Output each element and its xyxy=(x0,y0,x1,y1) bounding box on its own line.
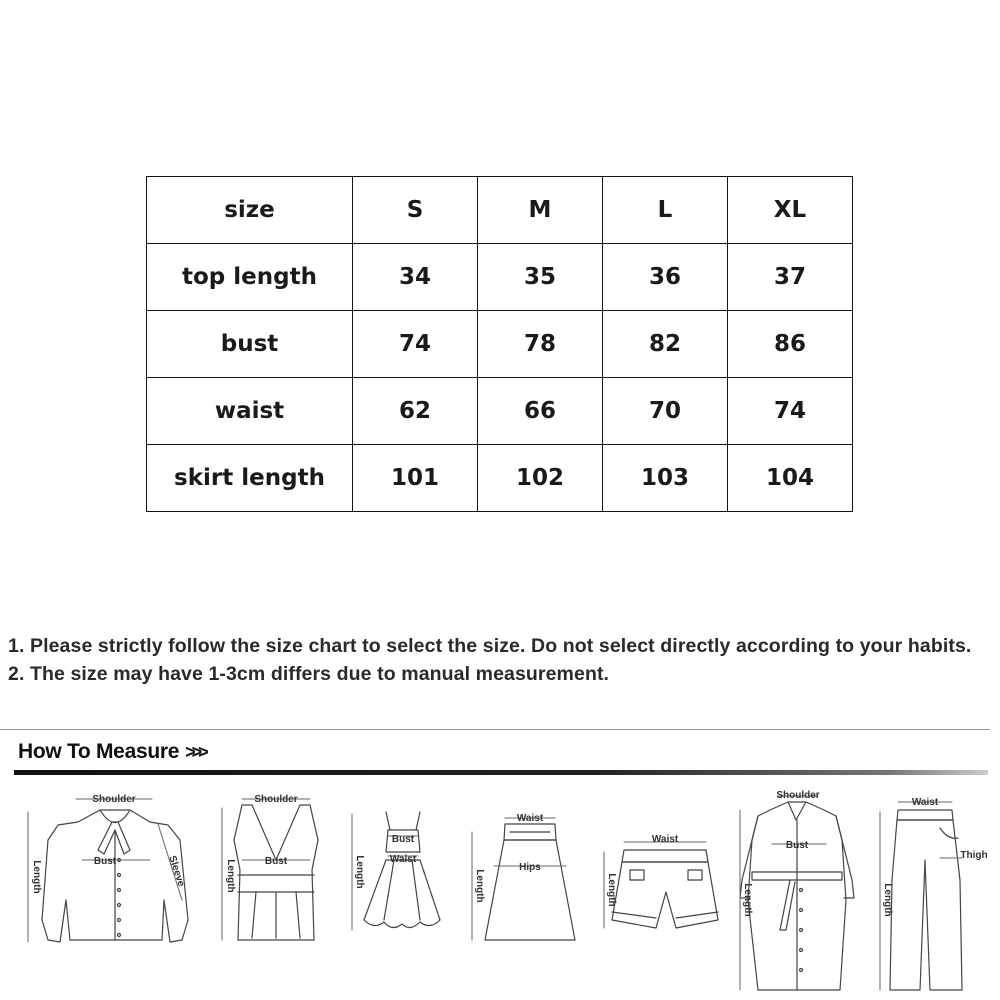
shorts-figure xyxy=(612,850,718,928)
table-cell: 74 xyxy=(728,378,853,445)
label-bust: Bust xyxy=(93,856,117,867)
label-thigh: Thigh xyxy=(960,850,988,861)
label-sleeve: Sleeve xyxy=(166,854,187,889)
shorts-measure-lines xyxy=(604,842,706,928)
header-cell: M xyxy=(478,177,603,244)
section-divider xyxy=(0,729,990,730)
note-line-2: 2. The size may have 1-3cm differs due to manual measurement. xyxy=(8,663,610,685)
row-label: bust xyxy=(147,311,353,378)
row-label: skirt length xyxy=(147,445,353,512)
measurement-illustrations xyxy=(0,780,1000,998)
skirt-measure-lines xyxy=(472,818,566,940)
row-label: top length xyxy=(147,244,353,311)
table-cell: 35 xyxy=(478,244,603,311)
chevrons-icon: >>> xyxy=(185,742,205,762)
label-length: Length xyxy=(606,873,617,907)
label-waist: Waist xyxy=(651,834,679,845)
coat-figure xyxy=(740,802,854,990)
table-cell: 101 xyxy=(353,445,478,512)
table-cell: 86 xyxy=(728,311,853,378)
label-length: Length xyxy=(742,883,753,917)
label-hips: Hips xyxy=(519,862,541,873)
label-bust: Bust xyxy=(264,856,288,867)
blouse-figure xyxy=(42,810,188,942)
header-cell: XL xyxy=(728,177,853,244)
table-cell: 102 xyxy=(478,445,603,512)
table-cell: 103 xyxy=(603,445,728,512)
header-cell: size xyxy=(147,177,353,244)
header-cell: L xyxy=(603,177,728,244)
label-length: Length xyxy=(31,860,42,894)
table-cell: 62 xyxy=(353,378,478,445)
table-cell: 70 xyxy=(603,378,728,445)
skirt-figure xyxy=(485,824,575,940)
label-shoulder: Shoulder xyxy=(92,794,136,805)
label-bust: Bust xyxy=(785,840,809,851)
label-length: Length xyxy=(882,883,893,917)
table-cell: 74 xyxy=(353,311,478,378)
table-cell: 36 xyxy=(603,244,728,311)
blouse-measure-lines xyxy=(28,799,182,942)
label-length: Length xyxy=(474,869,485,903)
vest-figure xyxy=(234,805,318,940)
size-chart-table xyxy=(146,176,853,512)
table-cell: 34 xyxy=(353,244,478,311)
table-cell: 78 xyxy=(478,311,603,378)
label-length: Length xyxy=(225,859,236,893)
size-header-row xyxy=(147,177,853,244)
table-cell: 104 xyxy=(728,445,853,512)
size-notes xyxy=(8,632,993,688)
label-waist: Waist xyxy=(911,797,939,808)
label-waist: Waist xyxy=(389,854,417,865)
measurement-figures-svg xyxy=(0,780,1000,998)
label-shoulder: Shoulder xyxy=(254,794,298,805)
note-line-1: 1. Please strictly follow the size chart to select the size. Do not select directly according to your habits. xyxy=(8,635,972,657)
label-waist: Waist xyxy=(516,813,544,824)
how-to-measure-heading xyxy=(18,740,205,764)
table-row xyxy=(147,445,853,512)
label-length: Length xyxy=(354,855,365,889)
label-shoulder: Shoulder xyxy=(776,790,820,801)
how-to-measure-title: How To Measure xyxy=(18,740,180,763)
header-cell: S xyxy=(353,177,478,244)
sundress-figure xyxy=(364,812,440,928)
heading-underline-bar xyxy=(14,770,988,775)
table-row xyxy=(147,244,853,311)
table-cell: 37 xyxy=(728,244,853,311)
table-row xyxy=(147,311,853,378)
table-cell: 82 xyxy=(603,311,728,378)
label-bust: Bust xyxy=(391,834,415,845)
table-cell: 66 xyxy=(478,378,603,445)
table-row xyxy=(147,378,853,445)
trousers-figure xyxy=(890,810,962,990)
row-label: waist xyxy=(147,378,353,445)
